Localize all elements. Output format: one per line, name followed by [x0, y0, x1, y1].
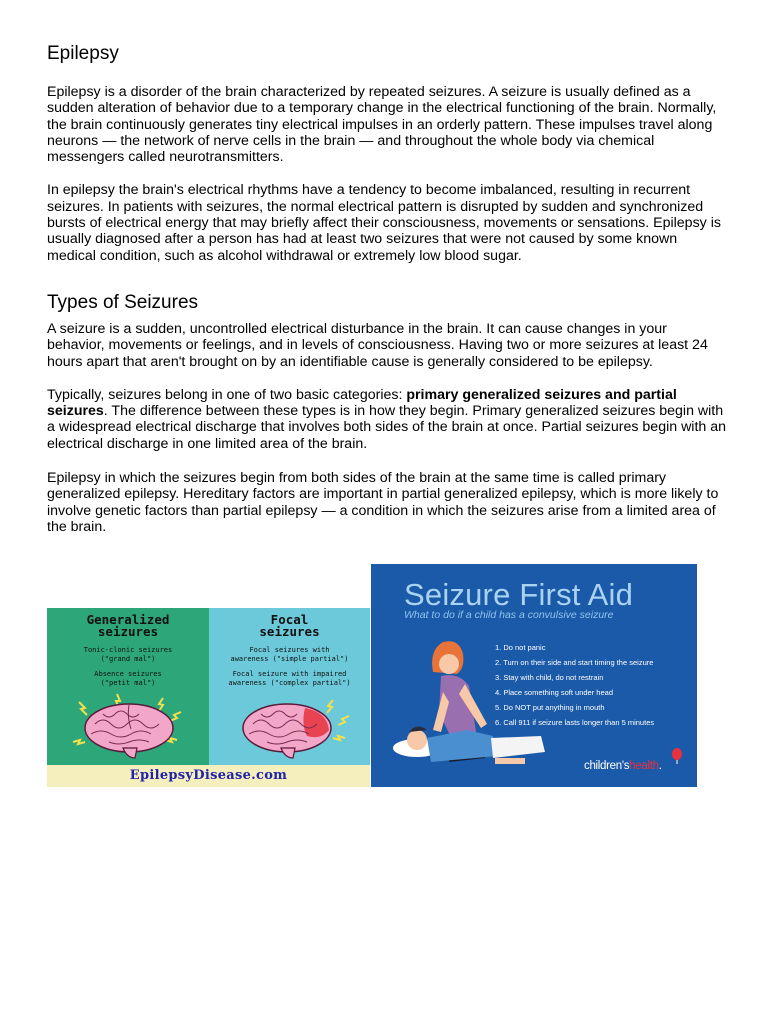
first-aid-steps	[495, 640, 654, 730]
paragraph-epilepsy-definition: Epilepsy is a disorder of the brain characterized by repeated seizures. A seizure is usually defined as a sudden alteration of behavior due to a temporary change in the electrical functioning of the brain. Normally, the brain continuously generates tiny electrical impulses in an orderly pattern. These impulses travel along neurons — the network of nerve cells in the brain — and throughout the whole body via chemical messengers called neurotransmitters.	[47, 84, 717, 166]
focal-title-line1: Focal	[270, 612, 309, 627]
first-aid-step: 4. Place something soft under head	[495, 688, 613, 697]
first-aid-step: 2. Turn on their side and start timing the seizure	[495, 658, 654, 667]
first-aid-subtitle: What to do if a child has a convulsive seizure	[404, 609, 614, 621]
categories-bold-text: primary generalized seizures and partial seizures	[47, 386, 677, 420]
generalized-sub-3: Absence seizures	[94, 670, 162, 678]
focal-sub-4: awareness ("complex partial")	[228, 679, 351, 687]
epilepsydisease-logo-text: EpilepsyDisease.com	[129, 768, 288, 783]
generalized-seizures-panel	[47, 608, 209, 765]
focal-sub-2: awareness ("simple partial")	[230, 655, 349, 663]
paragraph-generalized-epilepsy: Epilepsy in which the seizures begin from both sides of the brain at the same time is called primary generalized epilepsy. Hereditary factors are important in partial generalized epilepsy, which is more likely to involve genetic factors than partial epilepsy — a condition in which the seizures arise from a limited area of the brain.	[47, 470, 719, 535]
focal-title-line2: seizures	[259, 624, 320, 639]
document-body	[47, 42, 727, 535]
categories-text-after: . The difference between these types is in how they begin. Primary generalized seizures begin with a widespread electrical discharge that involves both sides of the brain at once. Partial seizures begin with an electrical discharge in one limited area of the brain.	[47, 403, 727, 452]
heading-types-of-seizures: Types of Seizures	[47, 291, 199, 313]
brain-focal-icon	[221, 692, 361, 760]
first-aid-step: 6. Call 911 if seizure lasts longer than 5 minutes	[495, 718, 655, 727]
brain-generalized-icon	[59, 690, 199, 760]
first-aid-step: 5. Do NOT put anything in mouth	[495, 703, 605, 712]
infographic-footer	[47, 765, 370, 787]
seizure-types-infographic	[47, 608, 370, 787]
balloon-icon	[671, 748, 683, 764]
first-aid-title: Seizure First Aid	[404, 577, 634, 612]
brand-main-text: children's	[584, 760, 630, 772]
focal-seizures-panel	[209, 608, 370, 765]
focal-title	[209, 614, 370, 638]
brand-accent-text: health	[629, 760, 659, 772]
focal-sub-3: Focal seizure with impaired	[232, 670, 347, 678]
childrens-health-logo	[584, 760, 662, 772]
brand-mark-text: .	[658, 760, 662, 772]
generalized-title-line2: seizures	[97, 624, 159, 639]
seizure-first-aid-infographic	[371, 564, 697, 787]
categories-text-before: Typically, seizures belong in one of two basic categories:	[47, 386, 407, 403]
paragraph-epilepsy-rhythms: In epilepsy the brain's electrical rhythms have a tendency to become imbalanced, resulting in recurrent seizures. In patients with seizures, the normal electrical pattern is disrupted by sudden and synchronized bursts of electrical energy that may briefly affect their consciousness, movements or sensations. Epilepsy is usually diagnosed after a person has had at least two seizures that were not caused by some known medical condition, such as alcohol withdrawal or extremely low blood sugar.	[47, 182, 721, 264]
generalized-sub-2: ("grand mal")	[100, 655, 156, 663]
generalized-title	[47, 614, 209, 638]
generalized-sub-4: ("petit mal")	[100, 679, 156, 687]
focal-sub-1: Focal seizures with	[249, 646, 330, 654]
paragraph-seizure-definition: A seizure is a sudden, uncontrolled electrical disturbance in the brain. It can cause changes in your behavior, movements or feelings, and in levels of consciousness. Having two or more seizures at least 24 hours apart that aren't brought on by an identifiable cause is generally considered to be epilepsy.	[47, 320, 708, 370]
generalized-title-line1: Generalized	[86, 612, 170, 627]
generalized-sub-1: Tonic-clonic seizures	[83, 646, 173, 654]
first-aid-step: 1. Do not panic	[495, 643, 546, 652]
paragraph-seizure-categories	[47, 387, 727, 452]
heading-epilepsy: Epilepsy	[47, 43, 119, 64]
first-aid-step: 3. Stay with child, do not restrain	[495, 673, 604, 682]
